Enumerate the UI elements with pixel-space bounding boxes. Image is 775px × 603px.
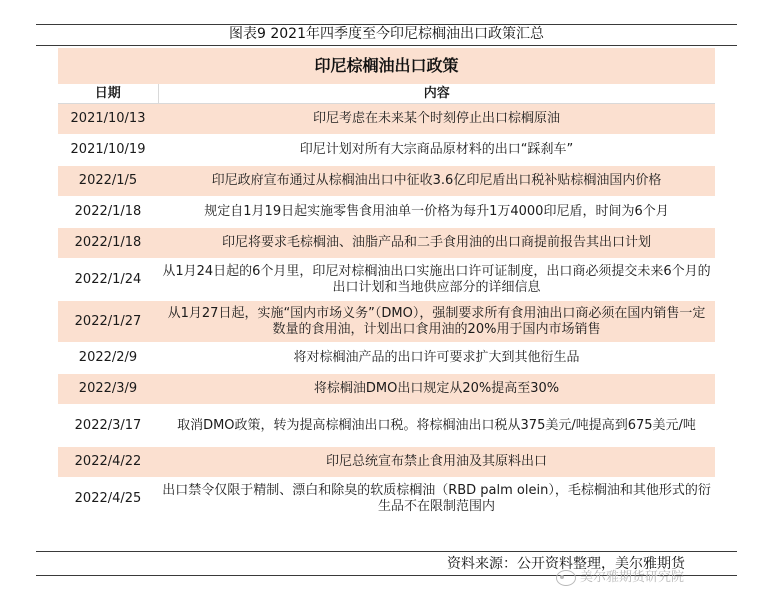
row-content: 规定自1月19日起实施零售食用油单一价格为每升1万4000印尼盾，时间为6个月 (158, 197, 715, 228)
table-row (58, 447, 715, 478)
table-row (58, 135, 715, 166)
row-date: 2022/4/25 (58, 478, 158, 520)
row-content: 将对棕榈油产品的出口许可要求扩大到其他衍生品 (158, 343, 715, 374)
table-row (58, 228, 715, 259)
table-row (58, 259, 715, 301)
row-date: 2021/10/19 (58, 135, 158, 166)
table-row (58, 166, 715, 197)
table-header-row (58, 84, 715, 104)
table-band-row (58, 48, 715, 84)
row-date: 2022/1/24 (58, 259, 158, 301)
row-date: 2022/1/18 (58, 228, 158, 259)
row-date: 2022/3/17 (58, 405, 158, 447)
row-content: 取消DMO政策，转为提高棕榈油出口税。将棕榈油出口税从375美元/吨提高到675美元/吨 (158, 405, 715, 447)
row-content: 出口禁令仅限于精制、漂白和除臭的软质棕榈油（RBD palm olein），毛棕榈油和其他形式的衍生品不在限制范围内 (158, 478, 715, 520)
row-date: 2022/1/27 (58, 301, 158, 343)
table-band-title: 印尼棕榈油出口政策 (58, 48, 715, 84)
row-content: 从1月27日起，实施“国内市场义务”（DMO），强制要求所有食用油出口商必须在国内销售一定数量的食用油，计划出口食用油的20%用于国内市场销售 (158, 301, 715, 343)
watermark (556, 566, 684, 590)
table-row (58, 405, 715, 447)
row-date: 2021/10/13 (58, 104, 158, 135)
header-content: 内容 (158, 84, 715, 104)
row-content: 印尼考虑在未来某个时刻停止出口棕榈原油 (158, 104, 715, 135)
header-date: 日期 (58, 84, 158, 104)
table-row (58, 374, 715, 405)
row-date: 2022/3/9 (58, 374, 158, 405)
table-row (58, 104, 715, 135)
row-date: 2022/1/5 (58, 166, 158, 197)
row-content: 从1月24日起的6个月里，印尼对棕榈油出口实施出口许可证制度，出口商必须提交未来6个月的出口计划和当地供应部分的详细信息 (158, 259, 715, 301)
row-content: 印尼政府宣布通过从棕榈油出口中征收3.6亿印尼盾出口税补贴棕榈油国内价格 (158, 166, 715, 197)
source-note-text: 资料来源：公开资料整理，美尔雅期货 (447, 556, 685, 572)
wechat-icon (556, 570, 576, 586)
row-content: 印尼计划对所有大宗商品原材料的出口“踩刹车” (158, 135, 715, 166)
row-date: 2022/1/18 (58, 197, 158, 228)
figure-title: 图表9 2021年四季度至今印尼棕榈油出口政策汇总 (36, 24, 737, 46)
row-content: 印尼将要求毛棕榈油、油脂产品和二手食用油的出口商提前报告其出口计划 (158, 228, 715, 259)
policy-table (58, 48, 715, 520)
row-content: 印尼总统宣布禁止食用油及其原料出口 (158, 447, 715, 478)
row-date: 2022/2/9 (58, 343, 158, 374)
row-date: 2022/4/22 (58, 447, 158, 478)
table-row (58, 301, 715, 343)
watermark-text: 美尔雅期货研究院 (580, 570, 685, 585)
table-row (58, 478, 715, 520)
table-row (58, 343, 715, 374)
table-row (58, 197, 715, 228)
row-content: 将棕榈油DMO出口规定从20%提高至30% (158, 374, 715, 405)
